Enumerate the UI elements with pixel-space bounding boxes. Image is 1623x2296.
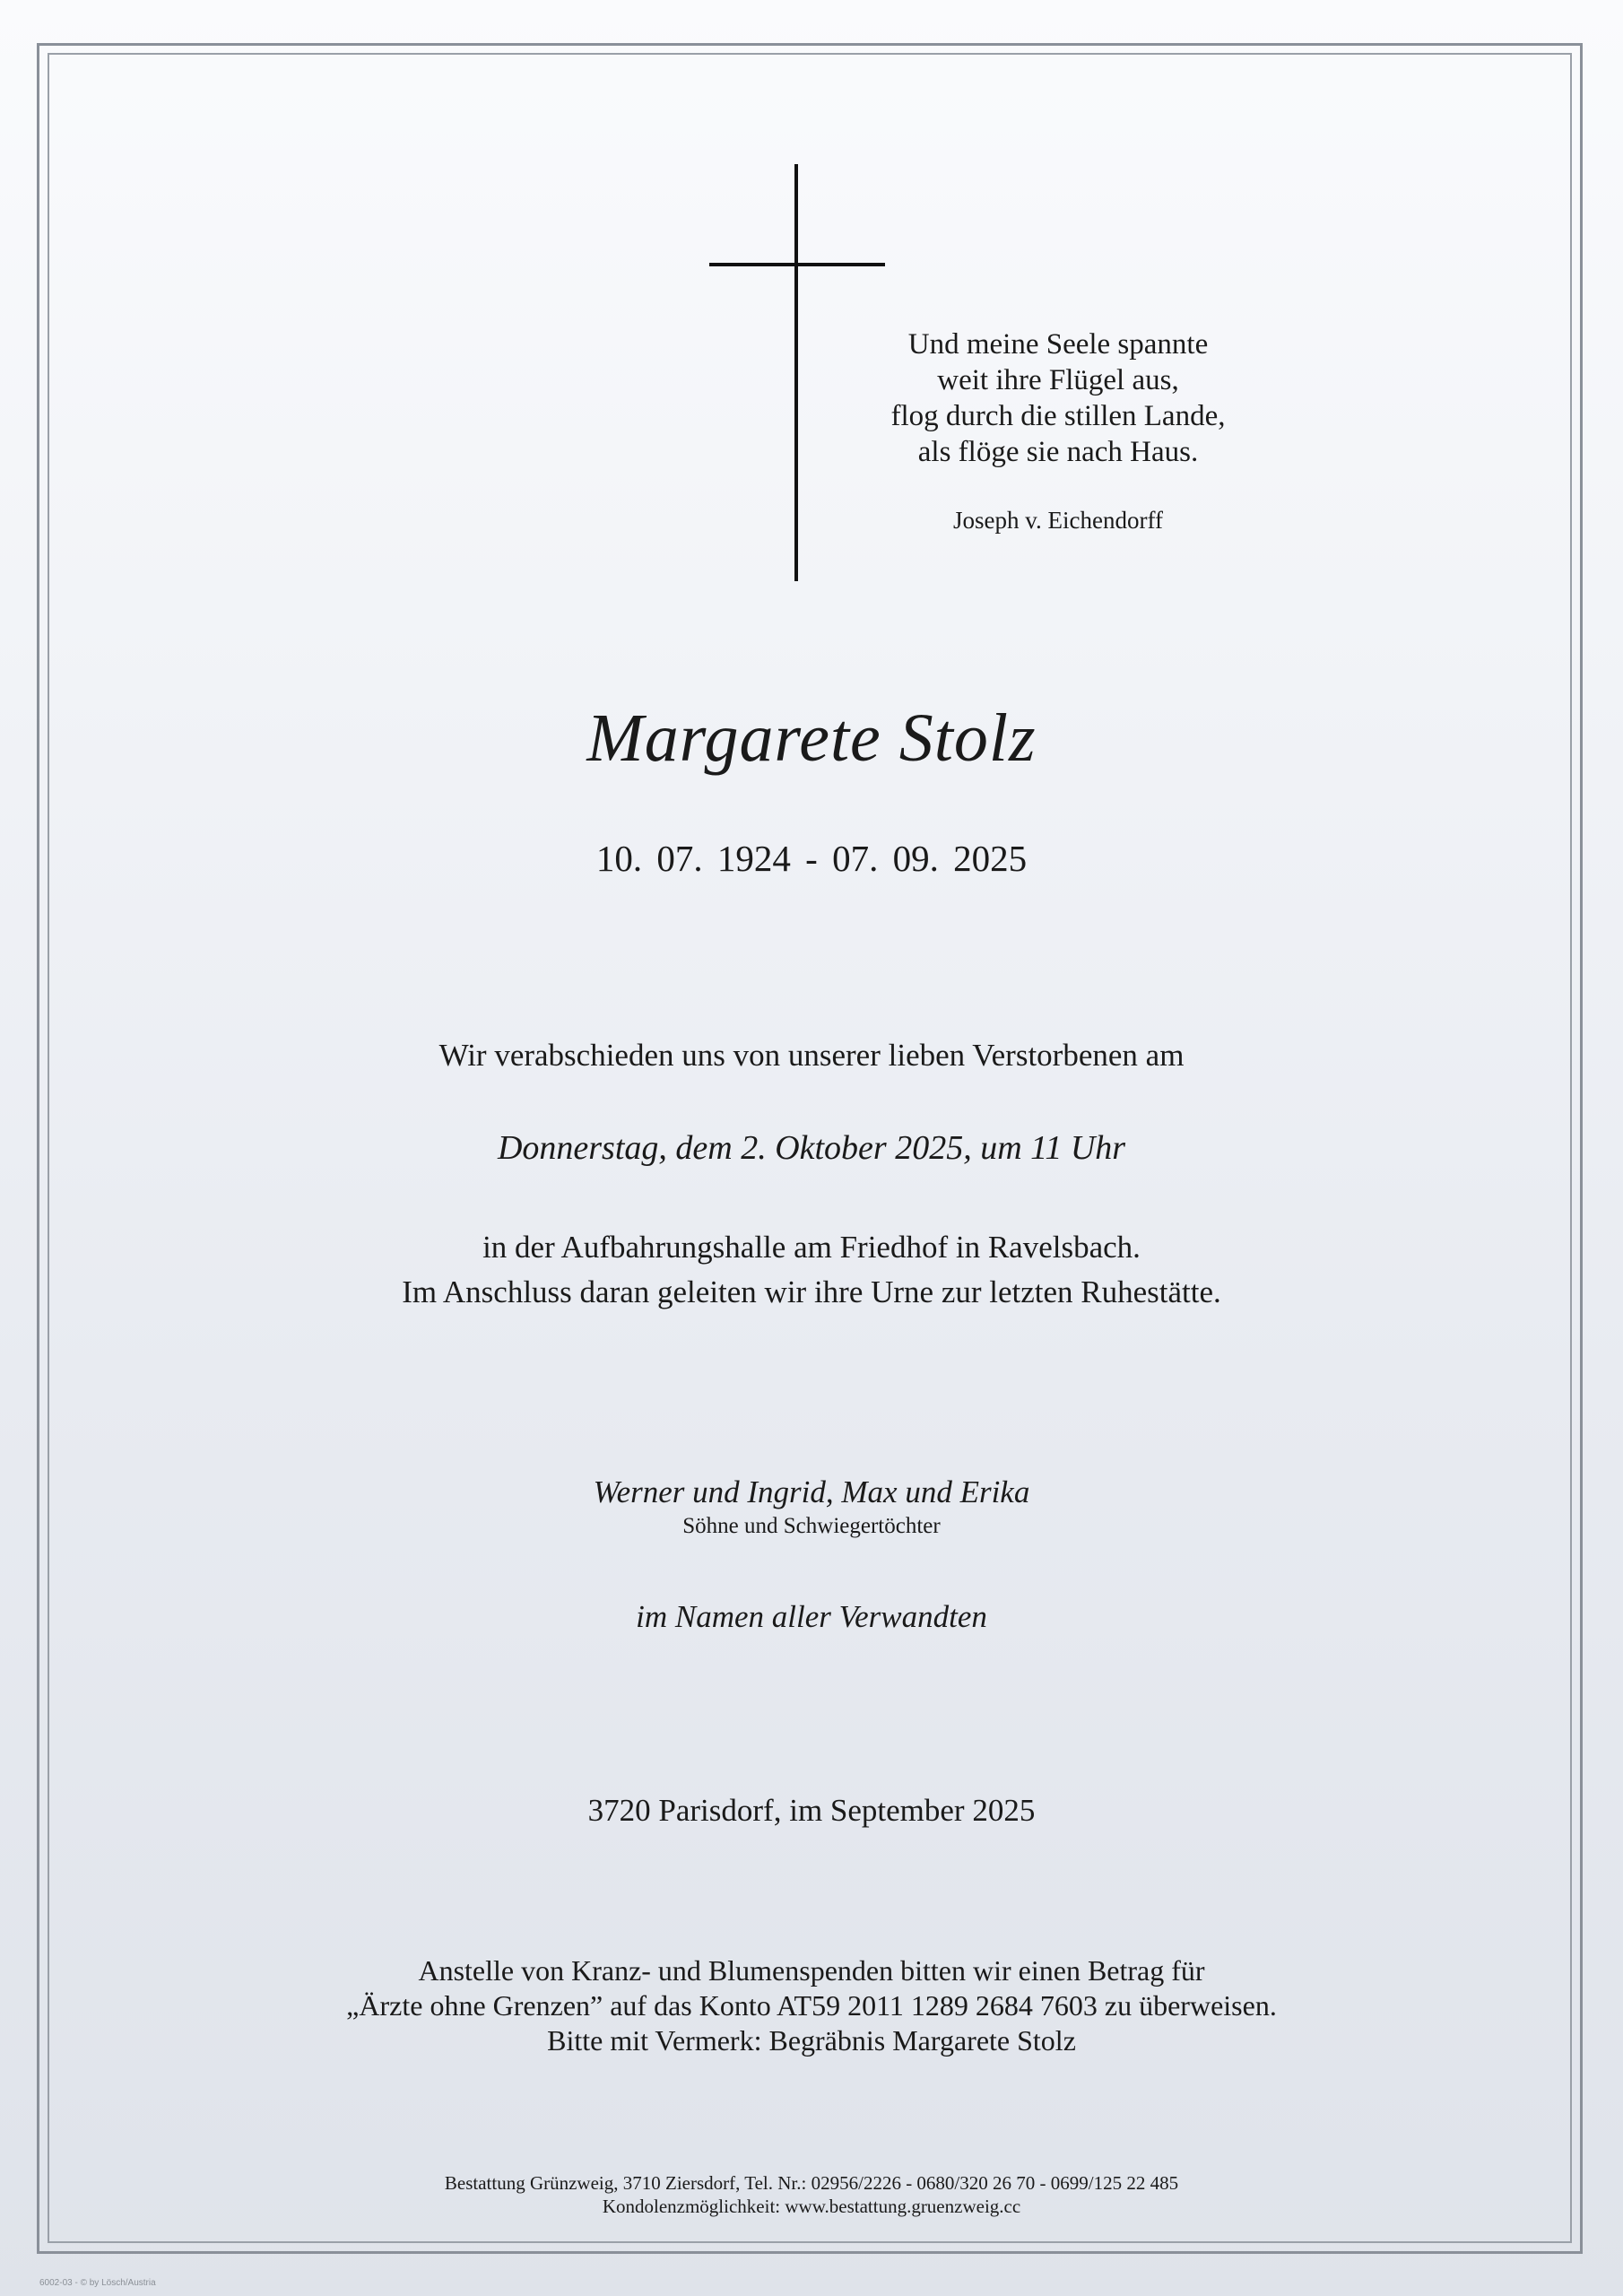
mourners-role: Söhne und Schwiegertöchter [682, 1514, 941, 1538]
poem-line: als flöge sie nach Haus. [917, 436, 1199, 468]
location-line: Im Anschluss daran geleiten wir ihre Urne zur letzten Ruhestätte. [402, 1274, 1221, 1309]
cross-icon-vertical [794, 164, 798, 581]
poem-author: Joseph v. Eichendorff [953, 507, 1163, 534]
poem-line: Und meine Seele spannte [907, 328, 1209, 361]
ceremony-date-time: Donnerstag, dem 2. Oktober 2025, um 11 Uhr [497, 1129, 1126, 1167]
poem-line: weit ihre Flügel aus, [937, 364, 1179, 396]
place-and-date: 3720 Parisdorf, im September 2025 [587, 1793, 1036, 1828]
deceased-name: Margarete Stolz [586, 700, 1037, 776]
location-line: in der Aufbahrungshalle am Friedhof in Ravelsbach. [482, 1230, 1141, 1265]
donation-line: Bitte mit Vermerk: Begräbnis Margarete Stolz [547, 2024, 1076, 2057]
poem-block [834, 326, 1282, 470]
donation-line: „Ärzte ohne Grenzen” auf das Konto AT59 2011 1289 2684 7603 zu überweisen. [346, 1989, 1277, 2022]
print-imprint: 6002-03 - © by Lösch/Austria [39, 2278, 156, 2288]
ceremony-location [184, 1225, 1439, 1315]
farewell-intro: Wir verabschieden uns von unserer lieben Verstorbenen am [438, 1038, 1185, 1073]
donation-line: Anstelle von Kranz- und Blumenspenden bitten wir einen Betrag für [418, 1954, 1205, 1987]
footer-line: Kondolenzmöglichkeit: www.bestattung.gruenzweig.cc [602, 2196, 1021, 2217]
life-dates: 10. 07. 1924 - 07. 09. 2025 [595, 838, 1028, 879]
funeral-home-footer [139, 2171, 1484, 2218]
cross-icon-horizontal [709, 263, 885, 266]
relatives-line: im Namen aller Verwandten [636, 1599, 987, 1634]
donation-note [139, 1953, 1484, 2058]
footer-line: Bestattung Grünzweig, 3710 Ziersdorf, Tel. Nr.: 02956/2226 - 0680/320 26 70 - 0699/125 22 485 [444, 2172, 1179, 2194]
mourners-names: Werner und Ingrid, Max und Erika [593, 1474, 1030, 1509]
poem-line: flog durch die stillen Lande, [890, 400, 1226, 432]
